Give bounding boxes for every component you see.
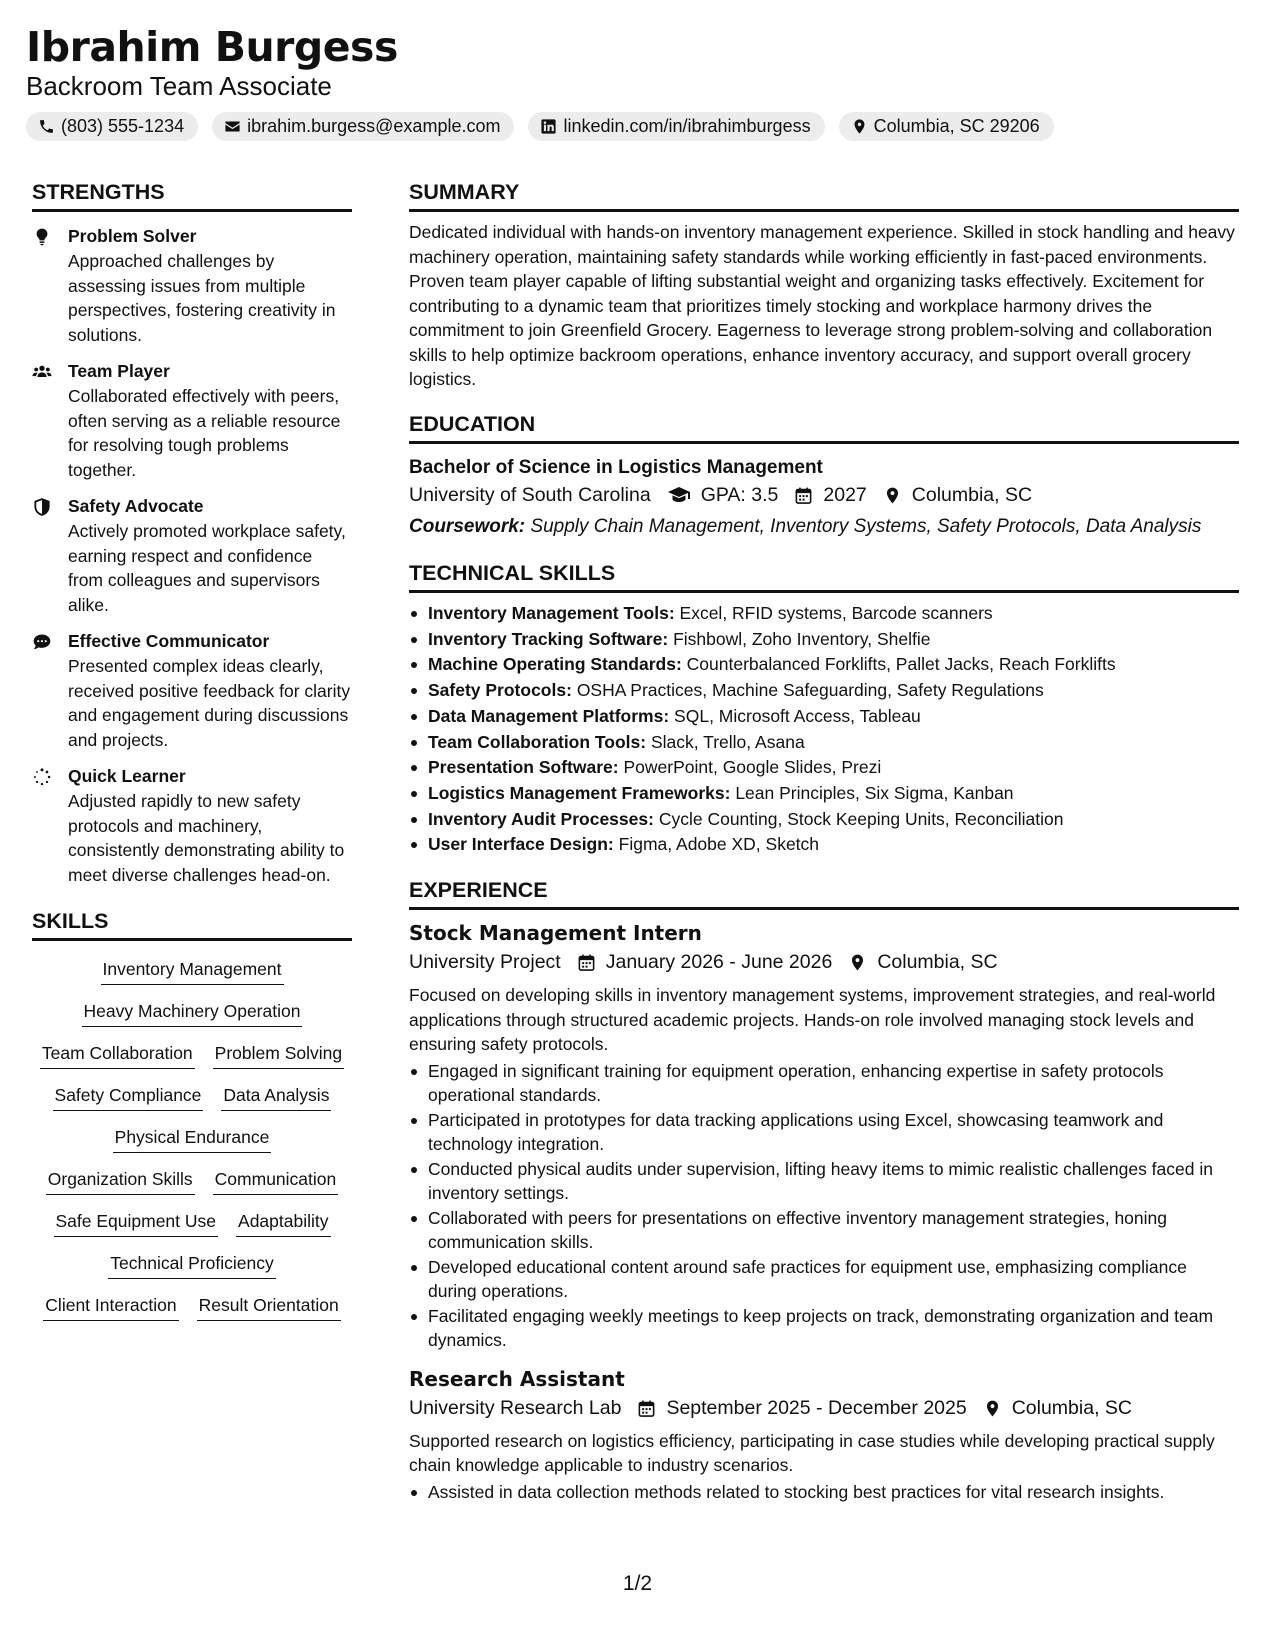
coursework bbox=[409, 515, 1239, 540]
tech-skill-key: Data Management Platforms: bbox=[428, 705, 670, 726]
lightbulb-icon bbox=[32, 227, 52, 247]
strength-item bbox=[32, 494, 352, 617]
tech-skill-key: Team Collaboration Tools: bbox=[428, 731, 647, 752]
job-dates: January 2026 - June 2026 bbox=[605, 951, 833, 974]
strength-desc: Presented complex ideas clearly, received positive feedback for clarity and engagement during discussions and projects. bbox=[68, 656, 351, 750]
phone-text: (803) 555-1234 bbox=[61, 116, 185, 136]
phone-contact[interactable] bbox=[26, 112, 198, 141]
gpa-text: GPA: 3.5 bbox=[700, 483, 779, 506]
list-item: Participated in prototypes for data tracking applications using Excel, showcasing teamwork and technology integration. bbox=[409, 1108, 1239, 1157]
job-org: University Research Lab bbox=[409, 1396, 622, 1419]
location-text: Columbia, SC 29206 bbox=[873, 116, 1040, 136]
envelope-icon bbox=[224, 118, 241, 135]
job-title: Research Assistant bbox=[409, 1366, 625, 1391]
school-name: University of South Carolina bbox=[409, 483, 651, 506]
job-title: Stock Management Intern bbox=[409, 921, 702, 946]
technical-skills-list bbox=[409, 601, 1239, 858]
skill-tag: Organization Skills bbox=[46, 1167, 195, 1195]
strength-name: Safety Advocate bbox=[68, 496, 204, 516]
skill-tag: Safe Equipment Use bbox=[54, 1209, 219, 1237]
job-meta bbox=[409, 948, 1239, 977]
calendar-icon bbox=[637, 1399, 656, 1418]
list-item: Engaged in significant training for equipment operation, enhancing expertise in safety protocols operational standards. bbox=[409, 1059, 1239, 1108]
skills-list bbox=[32, 957, 352, 1321]
tech-skill-key: Inventory Audit Processes: bbox=[428, 808, 654, 829]
linkedin-text: linkedin.com/in/ibrahimburgess bbox=[563, 116, 811, 136]
tech-skill-value: Lean Principles, Six Sigma, Kanban bbox=[735, 782, 1014, 803]
left-column bbox=[32, 178, 352, 1321]
skill-tag: Problem Solving bbox=[213, 1041, 344, 1069]
list-item bbox=[409, 807, 1239, 833]
email-contact[interactable] bbox=[212, 112, 514, 141]
graduation-cap-icon bbox=[667, 483, 691, 507]
job-bullets bbox=[409, 1059, 1239, 1353]
linkedin-contact[interactable] bbox=[528, 112, 824, 141]
skill-tag: Physical Endurance bbox=[113, 1125, 272, 1153]
strength-item bbox=[32, 629, 352, 752]
strength-desc: Approached challenges by assessing issues from multiple perspectives, fostering creativity in solutions. bbox=[68, 251, 336, 345]
list-item bbox=[409, 601, 1239, 627]
candidate-title: Backroom Team Associate bbox=[26, 71, 332, 101]
job-description: Focused on developing skills in inventory management systems, improvement strategies, and real-world applications through structured academic projects. Hands-on role involved managing stock levels and ensuring safety protocols. bbox=[409, 985, 1216, 1055]
summary-heading: SUMMARY bbox=[409, 178, 1239, 212]
list-item: Facilitated engaging weekly meetings to keep projects on track, demonstrating organization and team dynamics. bbox=[409, 1304, 1239, 1353]
education-location: Columbia, SC bbox=[911, 483, 1033, 506]
map-pin-icon bbox=[883, 486, 902, 505]
degree-title: Bachelor of Science in Logistics Management bbox=[409, 456, 823, 478]
strength-desc: Adjusted rapidly to new safety protocols and machinery, consistently demonstrating ability to meet diverse challenges head-on. bbox=[68, 791, 345, 885]
strengths-heading: STRENGTHS bbox=[32, 178, 352, 212]
tech-skill-value: PowerPoint, Google Slides, Prezi bbox=[623, 757, 882, 778]
skill-tag: Technical Proficiency bbox=[108, 1251, 275, 1279]
users-icon bbox=[32, 362, 52, 382]
skill-tag: Data Analysis bbox=[221, 1083, 331, 1111]
skill-tag: Heavy Machinery Operation bbox=[82, 999, 303, 1027]
location-contact bbox=[839, 112, 1054, 141]
tech-skill-key: Inventory Management Tools: bbox=[428, 603, 675, 623]
tech-skill-value: SQL, Microsoft Access, Tableau bbox=[674, 705, 921, 726]
tech-skill-value: Slack, Trello, Asana bbox=[650, 731, 805, 752]
phone-icon bbox=[38, 118, 55, 135]
tech-skill-key: Safety Protocols: bbox=[428, 680, 572, 701]
linkedin-icon bbox=[540, 118, 557, 135]
skill-tag: Result Orientation bbox=[197, 1293, 341, 1321]
resume-header bbox=[26, 22, 1246, 141]
list-item bbox=[409, 627, 1239, 653]
list-item bbox=[409, 781, 1239, 807]
education-heading: EDUCATION bbox=[409, 410, 1239, 444]
list-item bbox=[409, 652, 1239, 678]
skill-tag: Adaptability bbox=[236, 1209, 330, 1237]
list-item bbox=[409, 730, 1239, 756]
tech-skill-value: Counterbalanced Forklifts, Pallet Jacks, Reach Forklifts bbox=[686, 654, 1116, 675]
strength-item bbox=[32, 224, 352, 347]
right-column bbox=[409, 178, 1239, 1504]
tech-skill-value: Fishbowl, Zoho Inventory, Shelfie bbox=[673, 628, 931, 649]
strength-desc: Collaborated effectively with peers, often serving as a reliable resource for resolving tough problems together. bbox=[68, 386, 341, 480]
page-number: 1/2 bbox=[622, 1572, 653, 1595]
job-description: Supported research on logistics efficiency, participating in case studies while developing practical supply chain knowledge applicable to industry scenarios. bbox=[409, 1430, 1215, 1476]
shield-icon bbox=[32, 497, 52, 517]
job-location: Columbia, SC bbox=[877, 951, 998, 974]
tech-skill-value: Excel, RFID systems, Barcode scanners bbox=[679, 603, 993, 623]
tech-skill-key: Logistics Management Frameworks: bbox=[428, 782, 731, 803]
calendar-icon bbox=[794, 486, 813, 505]
tech-skill-value: OSHA Practices, Machine Safeguarding, Safety Regulations bbox=[576, 680, 1044, 701]
contact-bar bbox=[26, 112, 1246, 141]
tech-skill-key: Machine Operating Standards: bbox=[428, 654, 682, 675]
strength-name: Quick Learner bbox=[68, 766, 186, 786]
strength-desc: Actively promoted workplace safety, earning respect and confidence from colleagues and supervisors alike. bbox=[68, 521, 346, 615]
list-item: Collaborated with peers for presentations on effective inventory management strategies, honing communication skills. bbox=[409, 1206, 1239, 1255]
technical-skills-heading: TECHNICAL SKILLS bbox=[409, 559, 1239, 593]
tech-skill-key: Inventory Tracking Software: bbox=[428, 628, 669, 649]
strength-name: Effective Communicator bbox=[68, 631, 270, 651]
list-item: Developed educational content around safe practices for equipment use, emphasizing compliance during operations. bbox=[409, 1255, 1239, 1304]
job-dates: September 2025 - December 2025 bbox=[666, 1396, 967, 1419]
summary-text: Dedicated individual with hands-on inventory management experience. Skilled in stock handling and heavy machinery operation, maintaining safety standards while working efficiently in fast-paced environments. Proven team player capable of lifting substantial weight and organizing tasks effectively. Excitement for contributing to a dynamic team that prioritizes timely stocking and workplace harmony drives the commitment to join Greenfield Grocery. Eagerness to leverage strong problem-solving and collaboration skills to help optimize backroom operations, enhance inventory accuracy, and support overall grocery logistics. bbox=[409, 222, 1235, 389]
strength-name: Team Player bbox=[68, 361, 170, 381]
skill-tag: Inventory Management bbox=[101, 957, 284, 985]
job-location: Columbia, SC bbox=[1011, 1396, 1132, 1419]
map-pin-icon bbox=[848, 953, 867, 972]
calendar-icon bbox=[577, 953, 596, 972]
skill-tag: Client Interaction bbox=[43, 1293, 178, 1321]
list-item bbox=[409, 755, 1239, 781]
map-pin-icon bbox=[851, 118, 868, 135]
education-meta bbox=[409, 481, 1239, 510]
list-item bbox=[409, 678, 1239, 704]
tech-skill-value: Cycle Counting, Stock Keeping Units, Reconciliation bbox=[658, 808, 1064, 829]
speech-bubble-icon bbox=[32, 632, 52, 652]
tech-skill-key: Presentation Software: bbox=[428, 757, 619, 778]
email-text: ibrahim.burgess@example.com bbox=[247, 116, 501, 136]
skill-tag: Communication bbox=[213, 1167, 339, 1195]
strength-item bbox=[32, 764, 352, 887]
tech-skill-value: Figma, Adobe XD, Sketch bbox=[618, 834, 820, 855]
list-item bbox=[409, 832, 1239, 858]
map-pin-icon bbox=[983, 1399, 1002, 1418]
graduation-year: 2027 bbox=[823, 483, 867, 506]
coursework-label: Coursework: bbox=[409, 515, 526, 537]
job-org: University Project bbox=[409, 951, 561, 974]
strength-item bbox=[32, 359, 352, 482]
list-item bbox=[409, 704, 1239, 730]
experience-heading: EXPERIENCE bbox=[409, 876, 1239, 910]
coursework-text: Supply Chain Management, Inventory Systems, Safety Protocols, Data Analysis bbox=[530, 515, 1202, 537]
list-item: Conducted physical audits under supervision, lifting heavy items to mimic realistic challenges faced in inventory settings. bbox=[409, 1157, 1239, 1206]
skills-heading: SKILLS bbox=[32, 907, 352, 941]
list-item: Assisted in data collection methods related to stocking best practices for vital research insights. bbox=[409, 1480, 1239, 1505]
candidate-name: Ibrahim Burgess bbox=[26, 23, 398, 71]
job-meta bbox=[409, 1394, 1239, 1423]
job-bullets bbox=[409, 1480, 1239, 1505]
skill-tag: Team Collaboration bbox=[40, 1041, 195, 1069]
spinner-icon bbox=[32, 767, 52, 787]
tech-skill-key: User Interface Design: bbox=[428, 834, 614, 855]
strength-name: Problem Solver bbox=[68, 226, 197, 246]
skill-tag: Safety Compliance bbox=[53, 1083, 204, 1111]
